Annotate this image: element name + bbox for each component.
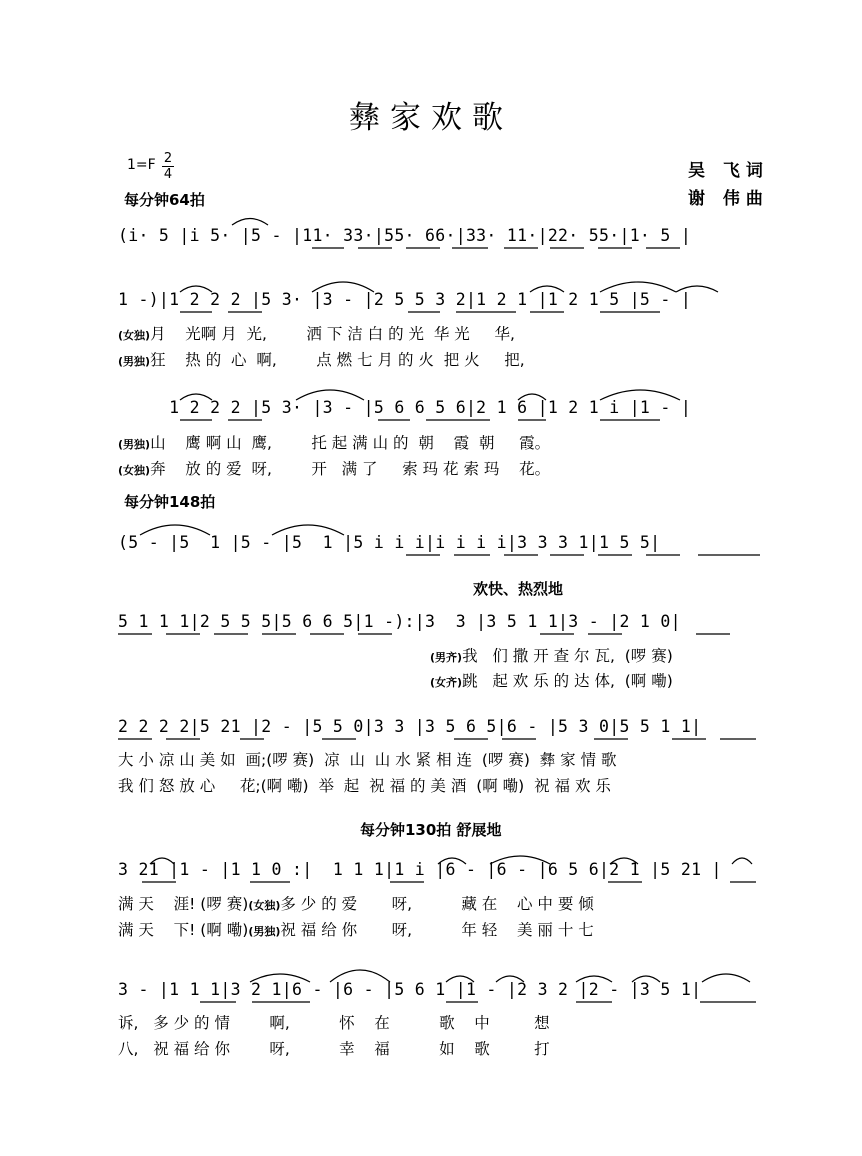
singer-label: (男独): [118, 355, 151, 368]
lyric-row-8-line-1: 诉, 多 少 的 情 啊, 怀 在 歌 中 想: [118, 1014, 550, 1032]
notation-row-4: (5 - |5 1 |5 - |5 1 |5 i i i|i i i i|3 3 3 1|1 5 5|: [118, 533, 661, 552]
time-sig-bottom: 4: [163, 167, 173, 182]
notation-row-6: 2 2 2 2|5 21 |2 - |5 5 0|3 3 |3 5 6 5|6 - |5 3 0|5 5 1 1|: [118, 717, 702, 736]
singer-label: (女齐): [430, 676, 463, 689]
lyric-row-7-line-1: [118, 892, 768, 914]
expression-marking: 欢快、热烈地: [473, 580, 564, 598]
tempo-marking-3: 每分钟130拍 舒展地: [360, 821, 502, 839]
lyric-row-3-line-1: [118, 431, 768, 453]
lyric-text: 奔 放 的 爱 呀, 开 满 了 索 玛 花 索 玛 花。: [150, 460, 551, 478]
lyric-row-2-line-2: [118, 348, 768, 370]
tempo-marking-1: 每分钟64拍: [124, 191, 205, 209]
time-signature: [162, 151, 174, 182]
lyric-row-6-line-2: 我 们 怒 放 心 花;(啊 嘞) 举 起 祝 福 的 美 酒 (啊 嘞) 祝 福 欢 乐: [118, 777, 611, 795]
notation-row-2: 1 -)|1 2 2 2 |5 3· |3 - |2 5 5 3 2|1 2 1 |1 2 1 5 |5 - |: [118, 290, 692, 309]
lyric-text: 我 们 撒 开 查 尔 瓦, (啰 赛): [462, 647, 673, 665]
lyric-row-2-line-1: [118, 322, 768, 344]
lyric-text: 月 光啊 月 光, 洒 下 洁 白 的 光 华 光 华,: [150, 325, 515, 343]
lyric-text: 多 少 的 爱 呀, 藏 在 心 中 要 倾: [280, 895, 594, 913]
lyric-row-7-line-2: [118, 918, 768, 940]
lyric-text: 祝 福 给 你 呀, 年 轻 美 丽 十 七: [280, 921, 594, 939]
notation-row-7: 3 21 |1 - |1 1 0 :| 1 1 1|1 i |6 - |6 - |6 5 6|2 1 |5 21 |: [118, 860, 722, 879]
notation-row-1: (i· 5 |i 5· |5 - |11· 33·|55· 66·|33· 11·|22· 55·|1· 5 |: [118, 226, 692, 245]
notation-row-3: 1 2 2 2 |5 3· |3 - |5 6 6 5 6|2 1 6 |1 2 1 i |1 - |: [118, 398, 692, 417]
lyric-text: 跳 起 欢 乐 的 达 体, (啊 嘞): [462, 672, 673, 690]
lyric-row-3-line-2: [118, 457, 768, 479]
lyric-row-5-line-2: [430, 669, 770, 691]
key-signature: 1=F: [127, 157, 156, 173]
singer-label: (男齐): [430, 651, 463, 664]
lyric-row-5-line-1: [430, 644, 770, 666]
notation-row-8: 3 - |1 1 1|3 2 1|6 - |6 - |5 6 1 |1 - |2 3 2 |2 - |3 5 1|: [118, 980, 702, 999]
lyric-text: 山 鹰 啊 山 鹰, 托 起 满 山 的 朝 霞 朝 霞。: [150, 434, 551, 452]
singer-label: (男独): [118, 438, 151, 451]
lyricist-credit: 吴 飞词: [688, 161, 769, 181]
lyric-text: 满 天 下! (啊 嘞): [118, 921, 249, 939]
lyric-text: 满 天 涯! (啰 赛): [118, 895, 249, 913]
lyric-row-6-line-1: 大 小 凉 山 美 如 画;(啰 赛) 凉 山 山 水 紧 相 连 (啰 赛) 彝 家 情 歌: [118, 751, 617, 769]
tempo-marking-2: 每分钟148拍: [124, 493, 216, 511]
song-title: 彝家欢歌: [349, 100, 513, 136]
singer-label: (女独): [118, 329, 151, 342]
time-sig-top: 2: [163, 151, 173, 166]
slur-mark: [232, 219, 268, 226]
singer-label: (男独): [248, 925, 281, 938]
notation-row-5: 5 1 1 1|2 5 5 5|5 6 6 5|1 -):|3 3 |3 5 1 1|3 - |2 1 0|: [118, 612, 681, 631]
singer-label: (女独): [118, 464, 151, 477]
singer-label: (女独): [248, 899, 281, 912]
lyric-text: 狂 热 的 心 啊, 点 燃 七 月 的 火 把 火 把,: [150, 351, 525, 369]
composer-credit: 谢 伟曲: [688, 189, 769, 209]
lyric-row-8-line-2: 八, 祝 福 给 你 呀, 幸 福 如 歌 打: [118, 1040, 550, 1058]
